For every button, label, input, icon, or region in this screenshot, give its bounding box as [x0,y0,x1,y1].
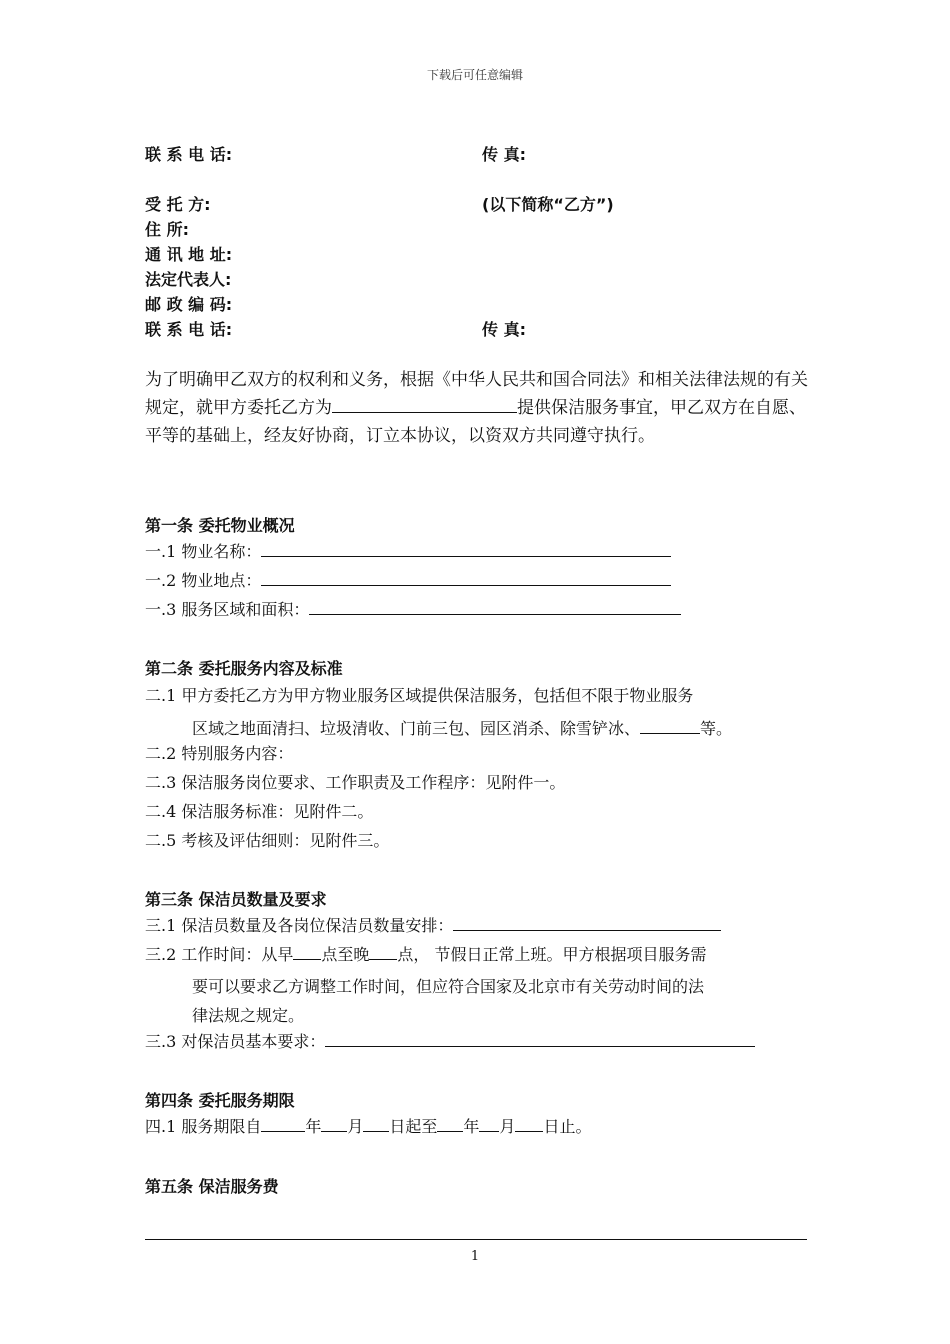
article1-item3 [145,600,681,620]
article1-title: 第一条 委托物业概况 [145,516,295,535]
article2-item1-line2 [192,716,732,739]
end-month-blank[interactable] [479,1117,499,1132]
legal-rep-label: 法定代表人: [145,270,232,289]
service-area-blank[interactable] [309,600,681,615]
year-unit: 年 [305,1117,322,1136]
service-area-label: 一.3 服务区域和面积： [145,600,310,619]
article3-item2-line3: 律法规之规定。 [192,1006,305,1025]
residence-label: 住 所: [145,220,189,239]
page-number: 1 [470,1249,480,1264]
service-period-label: 四.1 服务期限自 [145,1117,262,1136]
article4-title: 第四条 委托服务期限 [145,1091,295,1110]
party-b-phone-label: 联 系 电 话: [145,320,233,339]
footer-divider [145,1239,807,1240]
day-from-text: 日起至 [389,1117,438,1136]
party-b-fax-label: 传 真: [482,320,526,339]
article2-title: 第二条 委托服务内容及标准 [145,659,343,678]
preamble-part2: 提供保洁服务事宜，甲乙双方在自愿、平等的基础上，经友好协商，订立本协议，以资双方共同遵守执行。 [145,398,806,446]
property-location-label: 一.2 物业地点： [145,571,262,590]
article2-item2: 二.2 特别服务内容： [145,744,294,763]
property-name-blank[interactable] [261,542,671,557]
page-header: 下载后可任意编辑 [426,68,523,82]
article5-title: 第五条 保洁服务费 [145,1177,279,1196]
start-hour-blank[interactable] [293,945,321,960]
start-month-blank[interactable] [321,1117,347,1132]
address-label: 通 讯 地 址: [145,245,233,264]
year-unit-2: 年 [463,1117,480,1136]
service-target-blank[interactable] [332,398,517,413]
article3-item1 [145,916,721,936]
cleaner-requirement-blank[interactable] [325,1032,755,1047]
month-unit-2: 月 [499,1117,516,1136]
party-a-fax-label: 传 真: [482,145,526,164]
work-time-rest: 点， 节假日正常上班。甲方根据项目服务需 [397,945,707,964]
property-name-label: 一.1 物业名称： [145,542,262,561]
end-year-blank[interactable] [437,1117,463,1132]
article2-item4: 二.4 保洁服务标准：见附件二。 [145,802,374,821]
article4-item1 [145,1117,591,1137]
article2-item1-end: 等。 [700,719,733,738]
trustee-label: 受 托 方: [145,195,211,214]
start-day-blank[interactable] [363,1117,389,1132]
day-to-text: 日止。 [543,1117,592,1136]
article1-item2 [145,571,671,591]
article2-item3: 二.3 保洁服务岗位要求、工作职责及工作程序：见附件一。 [145,773,566,792]
preamble-part1: 为了明确甲乙双方的权利和义务，根据《中华人民共和国合同法》和相关法律法规的有关规定，就甲方委托乙方为 [145,370,808,418]
trustee-alias: (以下简称“乙方”) [482,195,614,214]
article2-item5: 二.5 考核及评估细则：见附件三。 [145,831,390,850]
cleaner-count-label: 三.1 保洁员数量及各岗位保洁员数量安排： [145,916,454,935]
party-a-phone-label: 联 系 电 话: [145,145,233,164]
other-services-blank[interactable] [640,719,700,734]
work-time-to: 点至晚 [321,945,370,964]
postcode-label: 邮 政 编 码: [145,295,233,314]
article3-item2-line1 [145,945,706,965]
article3-item3 [145,1032,755,1052]
article1-item1 [145,542,671,562]
article3-item2-line2: 要可以要求乙方调整工作时间，但应符合国家及北京市有关劳动时间的法 [192,977,705,996]
article2-item1-line1: 二.1 甲方委托乙方为甲方物业服务区域提供保洁服务，包括但不限于物业服务 [145,686,694,705]
start-year-blank[interactable] [261,1117,305,1132]
work-time-label: 三.2 工作时间：从早 [145,945,294,964]
end-hour-blank[interactable] [369,945,397,960]
article2-item1-text: 区域之地面清扫、垃圾清收、门前三包、园区消杀、除雪铲冰、 [192,719,641,738]
property-location-blank[interactable] [261,571,671,586]
cleaner-requirement-label: 三.3 对保洁员基本要求： [145,1032,326,1051]
preamble-paragraph [145,366,810,450]
cleaner-count-blank[interactable] [453,916,721,931]
month-unit: 月 [347,1117,364,1136]
article3-title: 第三条 保洁员数量及要求 [145,890,327,909]
end-day-blank[interactable] [515,1117,543,1132]
